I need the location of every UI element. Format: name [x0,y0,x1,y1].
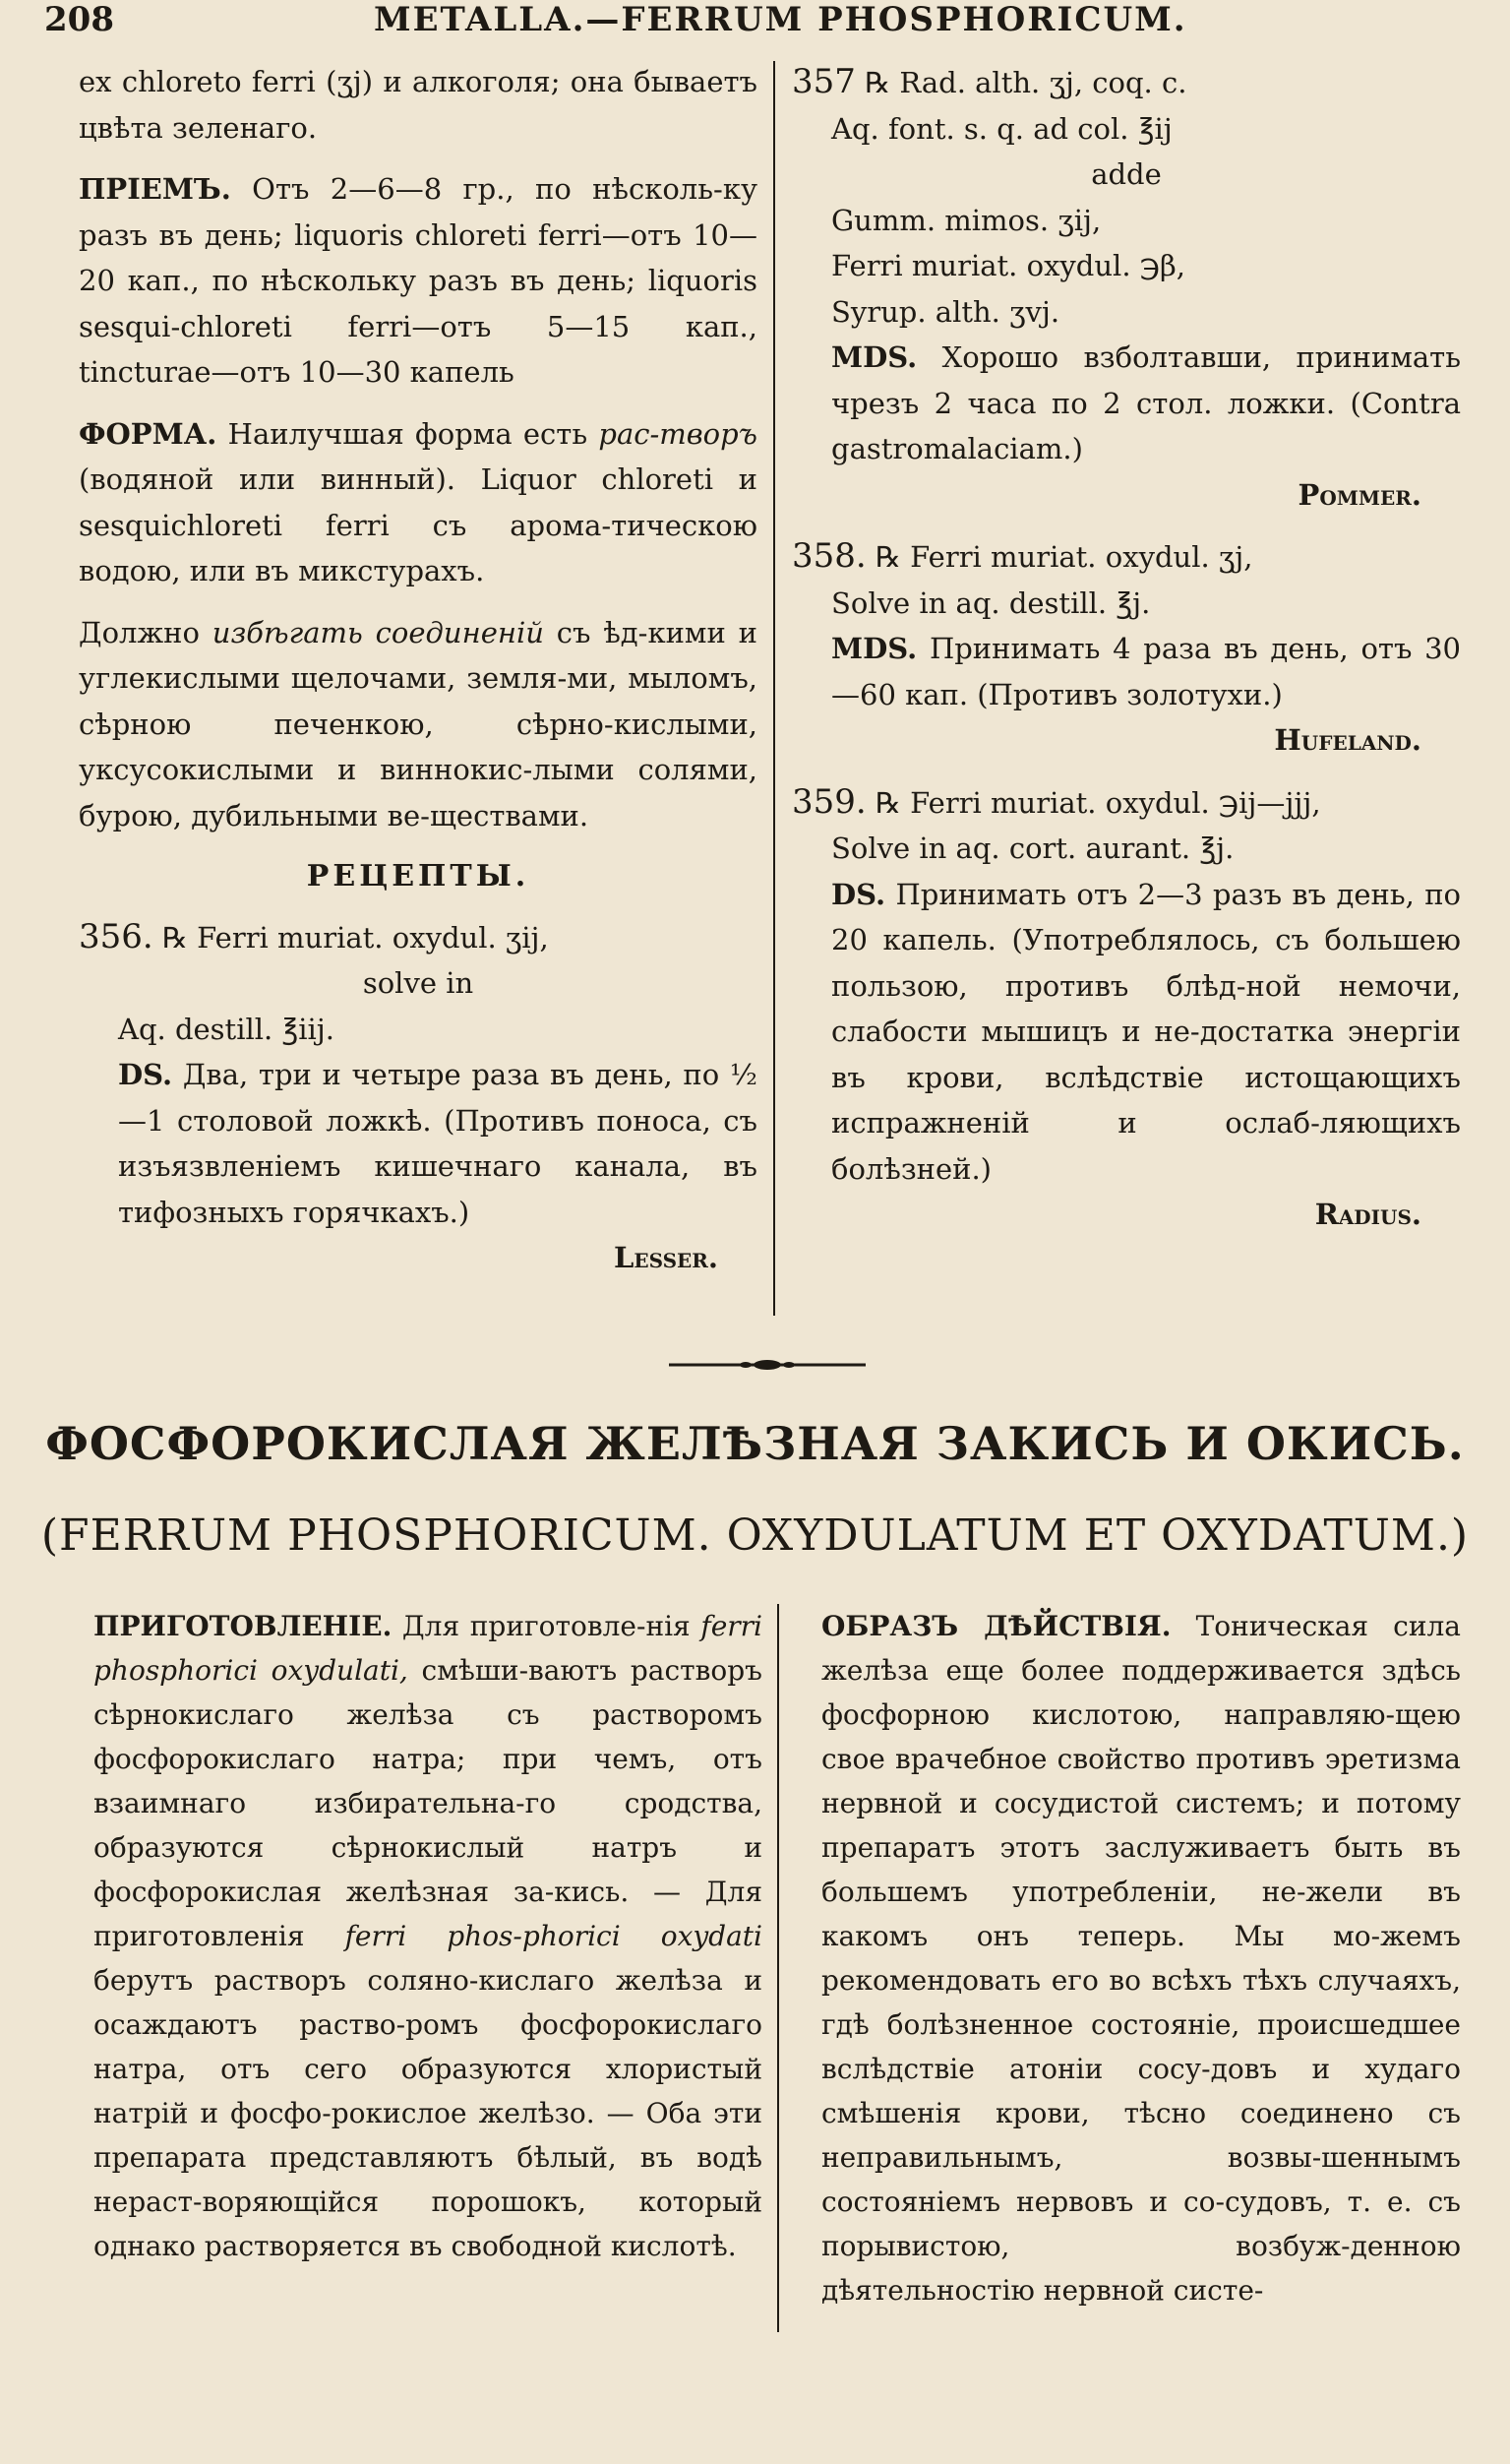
directions-lead: MDS. [831,632,918,665]
paragraph-text: берутъ растворъ соляно-кислаго желѣза и осаждаютъ раство-ромъ фосфорокислаго натра, отъ сего образуются хлористый натрій и фосфо-рокислое желѣзо. — Оба эти препарата представляютъ бѣлый, въ водѣ нераст-воряющійся порошокъ, который однако растворяется въ свободной кислотѣ. [93,1964,762,2262]
left-column-bottom [93,1604,762,2268]
recipe-number: 356. [79,916,153,956]
recipe-356 [79,914,757,1281]
paragraph-text: (водяной или винный). Liquor chloreti и sesquichloreti ferri съ арома-тическою водою, или въ микстурахъ. [79,462,757,587]
recipe-line: ℞ Ferri muriat. oxydul. ʒj, [875,540,1253,574]
paragraph-action [821,1604,1461,2312]
paragraph-lead: ПРИГОТОВЛЕНІЕ. [93,1610,393,1642]
directions-lead: MDS. [831,340,918,374]
recipe-directions [792,626,1461,717]
column-divider [773,61,775,1316]
recipe-line: Gumm. mimos. ʒij, [831,203,1102,237]
paragraph-text: Для приготовле-нія [401,1610,691,1642]
paragraph-avoid [79,610,757,839]
left-column-top [79,59,757,1281]
paragraph-text: Отъ 2—6—8 гр., по нѣсколь-ку разъ въ день; liquoris chloreti ferri—отъ 10—20 кап., по нѣскольку разъ въ день; liquoris sesqui-chloreti ferri—отъ 5—15 кап., tincturae—отъ 10—30 капель [79,172,758,389]
ornament-divider [669,1358,866,1372]
recipe-number: 359. [792,781,867,822]
recipe-357 [792,59,1461,518]
directions-text: Принимать 4 раза въ день, отъ 30—60 кап. (Противъ золотухи.) [831,632,1461,711]
paragraph-text: смѣши-ваютъ растворъ сѣрнокислаго желѣза съ растворомъ фосфорокислаго натра; при чемъ, отъ взаимнаго избирательна-го сродства, образуются сѣрнокислый натръ и фосфорокислая желѣзная за-кись. — Для приготовленія [93,1654,762,1952]
recipe-number: 357 [792,62,856,101]
directions-text: Хорошо взболтавши, принимать чрезъ 2 часа по 2 стол. ложки. (Contra gastromalaciam.) [831,340,1461,465]
paragraph-lead: ОБРАЗЪ ДѢЙСТВІЯ. [821,1610,1172,1642]
paragraph-form [79,411,757,594]
article-subtitle: (FERRUM PHOSPHORICUM. OXYDULATUM ET OXYDATUM.) [40,1510,1470,1561]
recipe-line: Aq. destill. ℥iij. [118,1012,334,1046]
paragraph-text: Тоническая сила желѣза еще более поддерживается здѣсь фосфорною кислотою, направляю-щею свое врачебное свойство противъ эретизма нервной и сосудистой системъ; и потому препаратъ этотъ заслуживаетъ быть въ большемъ употребленіи, не-жели въ какомъ онъ теперь. Мы мо-жемъ рекомендовать его во всѣхъ тѣхъ случаяхъ, гдѣ болѣзненное состояніе, происшедшее вслѣдствіе атоніи сосу-довъ и худаго смѣшенія крови, тѣсно соединено съ неправильнымъ, возвы-шеннымъ состояніемъ нервовъ и со-судовъ, т. е. съ порывистою, возбуж-денною дѣятельностію нервной систе- [821,1610,1461,2307]
paragraph-text: Должно [79,615,200,649]
paragraph-dosage [79,166,757,396]
recipe-author: Hufeland. [1274,723,1421,757]
emphasis-text: ferri phosphorici oxydulati, [93,1610,763,1687]
column-divider [777,1604,779,2332]
recipe-line: ℞ Ferri muriat. oxydul. ℈ij—jjj, [875,785,1321,820]
page-number: 208 [44,0,114,39]
section-heading: РЕЦЕПТЫ. [306,859,530,893]
recipe-line: Aq. font. s. q. ad col. ℥ij [831,111,1173,146]
directions-lead: DS. [118,1058,173,1091]
recipe-line: Solve in aq. cort. aurant. ℥j. [831,832,1235,865]
paragraph-text: съ ѣд-кими и углекислыми щелочами, земля-ми, мыломъ, сѣрною печенкою, сѣрно-кислыми, уксусокислыми и виннокис-лыми солями, бурою, дубильными ве-ществами. [79,615,757,832]
recipe-directions [79,1052,757,1235]
running-title: METALLA.—FERRUM PHOSPHORICUM. [374,0,1187,39]
recipe-author: Radius. [1314,1198,1421,1231]
recipe-line: Syrup. alth. ʒvj. [831,294,1060,329]
recipe-line: ℞ Ferri muriat. oxydul. ʒij, [161,920,549,955]
directions-text: Два, три и четыре раза въ день, по ½—1 столовой ложкѣ. (Противъ поноса, съ изъязвленіемъ кишечнаго канала, въ тифозныхъ горячкахъ.) [118,1058,757,1229]
page-header [44,0,1510,39]
recipe-author: Роммеr. [1298,477,1421,512]
right-column-top [792,59,1461,1238]
recipe-directions [792,335,1461,472]
paragraph-lead: ФОРМА. [79,416,217,451]
recipe-line: adde [1091,157,1162,191]
recipe-line: Solve in aq. destill. ℥j. [831,585,1151,620]
recipe-359 [792,779,1461,1238]
right-column-bottom [821,1604,1461,2312]
recipe-number: 358. [792,536,867,576]
emphasis-text: ferri phos-phorici oxydati [344,1920,762,1952]
recipe-line: solve in [362,966,474,1000]
recipe-author: Lesser. [613,1241,718,1274]
directions-text: Принимать отъ 2—3 разъ въ день, по 20 капель. (Употреблялось, съ большею пользою, противъ блѣд-ной немочи, слабости мышицъ и не-достатка энергіи въ крови, вслѣдствіе истощающихъ испражненій и ослаб-ляющихъ болѣзней.) [831,877,1462,1186]
directions-lead: DS. [831,877,886,911]
recipe-line: ℞ Rad. alth. ʒj, coq. c. [865,66,1187,99]
emphasis-text: избѣгать соединеній [211,615,544,649]
paragraph-preparation [93,1604,762,2268]
paragraph: ex chloreto ferri (ʒj) и алкоголя; она бываетъ цвѣта зеленаго. [79,65,757,145]
paragraph-text: Наилучшая форма есть [227,416,588,451]
emphasis-text: рас-творъ [598,416,758,451]
paragraph-lead: ПРІЕМЪ. [79,172,231,206]
recipe-directions [792,872,1461,1193]
recipe-line: Ferri muriat. oxydul. ℈β, [831,249,1185,282]
recipe-358 [792,533,1461,764]
article-title: ФОСФОРОКИСЛАЯ ЖЕЛѢЗНАЯ ЗАКИСЬ И ОКИСЬ. [45,1417,1465,1470]
